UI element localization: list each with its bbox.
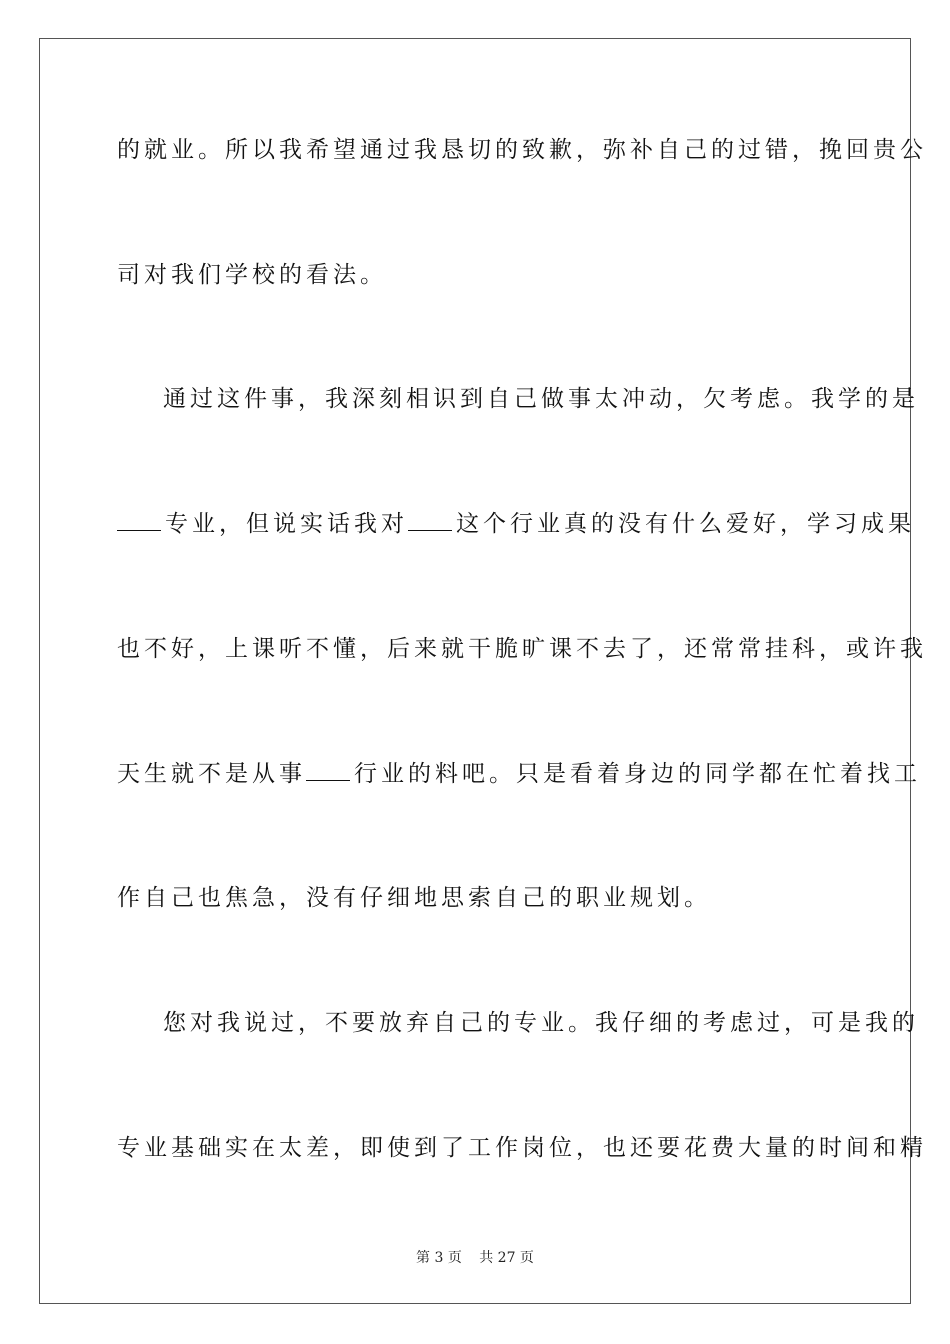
text-fragment: 专业，但说实话我对	[165, 511, 408, 537]
text-line: 也不好，上课听不懂，后来就干脆旷课不去了，还常常挂科，或许我	[117, 636, 927, 662]
text-line: 司对我们学校的看法。	[117, 262, 387, 288]
page-number: 第 3 页	[416, 1250, 462, 1266]
text-fragment: 行业的料吧。只是看着身边的同学都在忙着找工	[354, 761, 921, 787]
paragraph-start-line: 通过这件事，我深刻相识到自己做事太冲动，欠考虑。我学的是	[163, 386, 919, 412]
page-total: 共 27 页	[479, 1250, 534, 1266]
fill-in-blank	[306, 760, 350, 781]
text-fragment: 天生就不是从事	[117, 761, 306, 787]
fill-in-blank	[117, 510, 161, 531]
text-line: 的就业。所以我希望通过我恳切的致歉，弥补自己的过错，挽回贵公	[117, 137, 927, 163]
text-fragment: 这个行业真的没有什么爱好，学习成果	[456, 511, 915, 537]
paragraph-start-line: 您对我说过，不要放弃自己的专业。我仔细的考虑过，可是我的	[163, 1010, 919, 1036]
text-line: 专业基础实在太差，即使到了工作岗位，也还要花费大量的时间和精	[117, 1135, 927, 1161]
page-footer	[0, 1247, 950, 1267]
text-line: 作自己也焦急，没有仔细地思索自己的职业规划。	[117, 885, 711, 911]
text-line-with-blanks	[117, 509, 915, 539]
text-line-with-blank	[117, 759, 921, 789]
page-frame	[39, 38, 927, 1304]
fill-in-blank	[408, 510, 452, 531]
